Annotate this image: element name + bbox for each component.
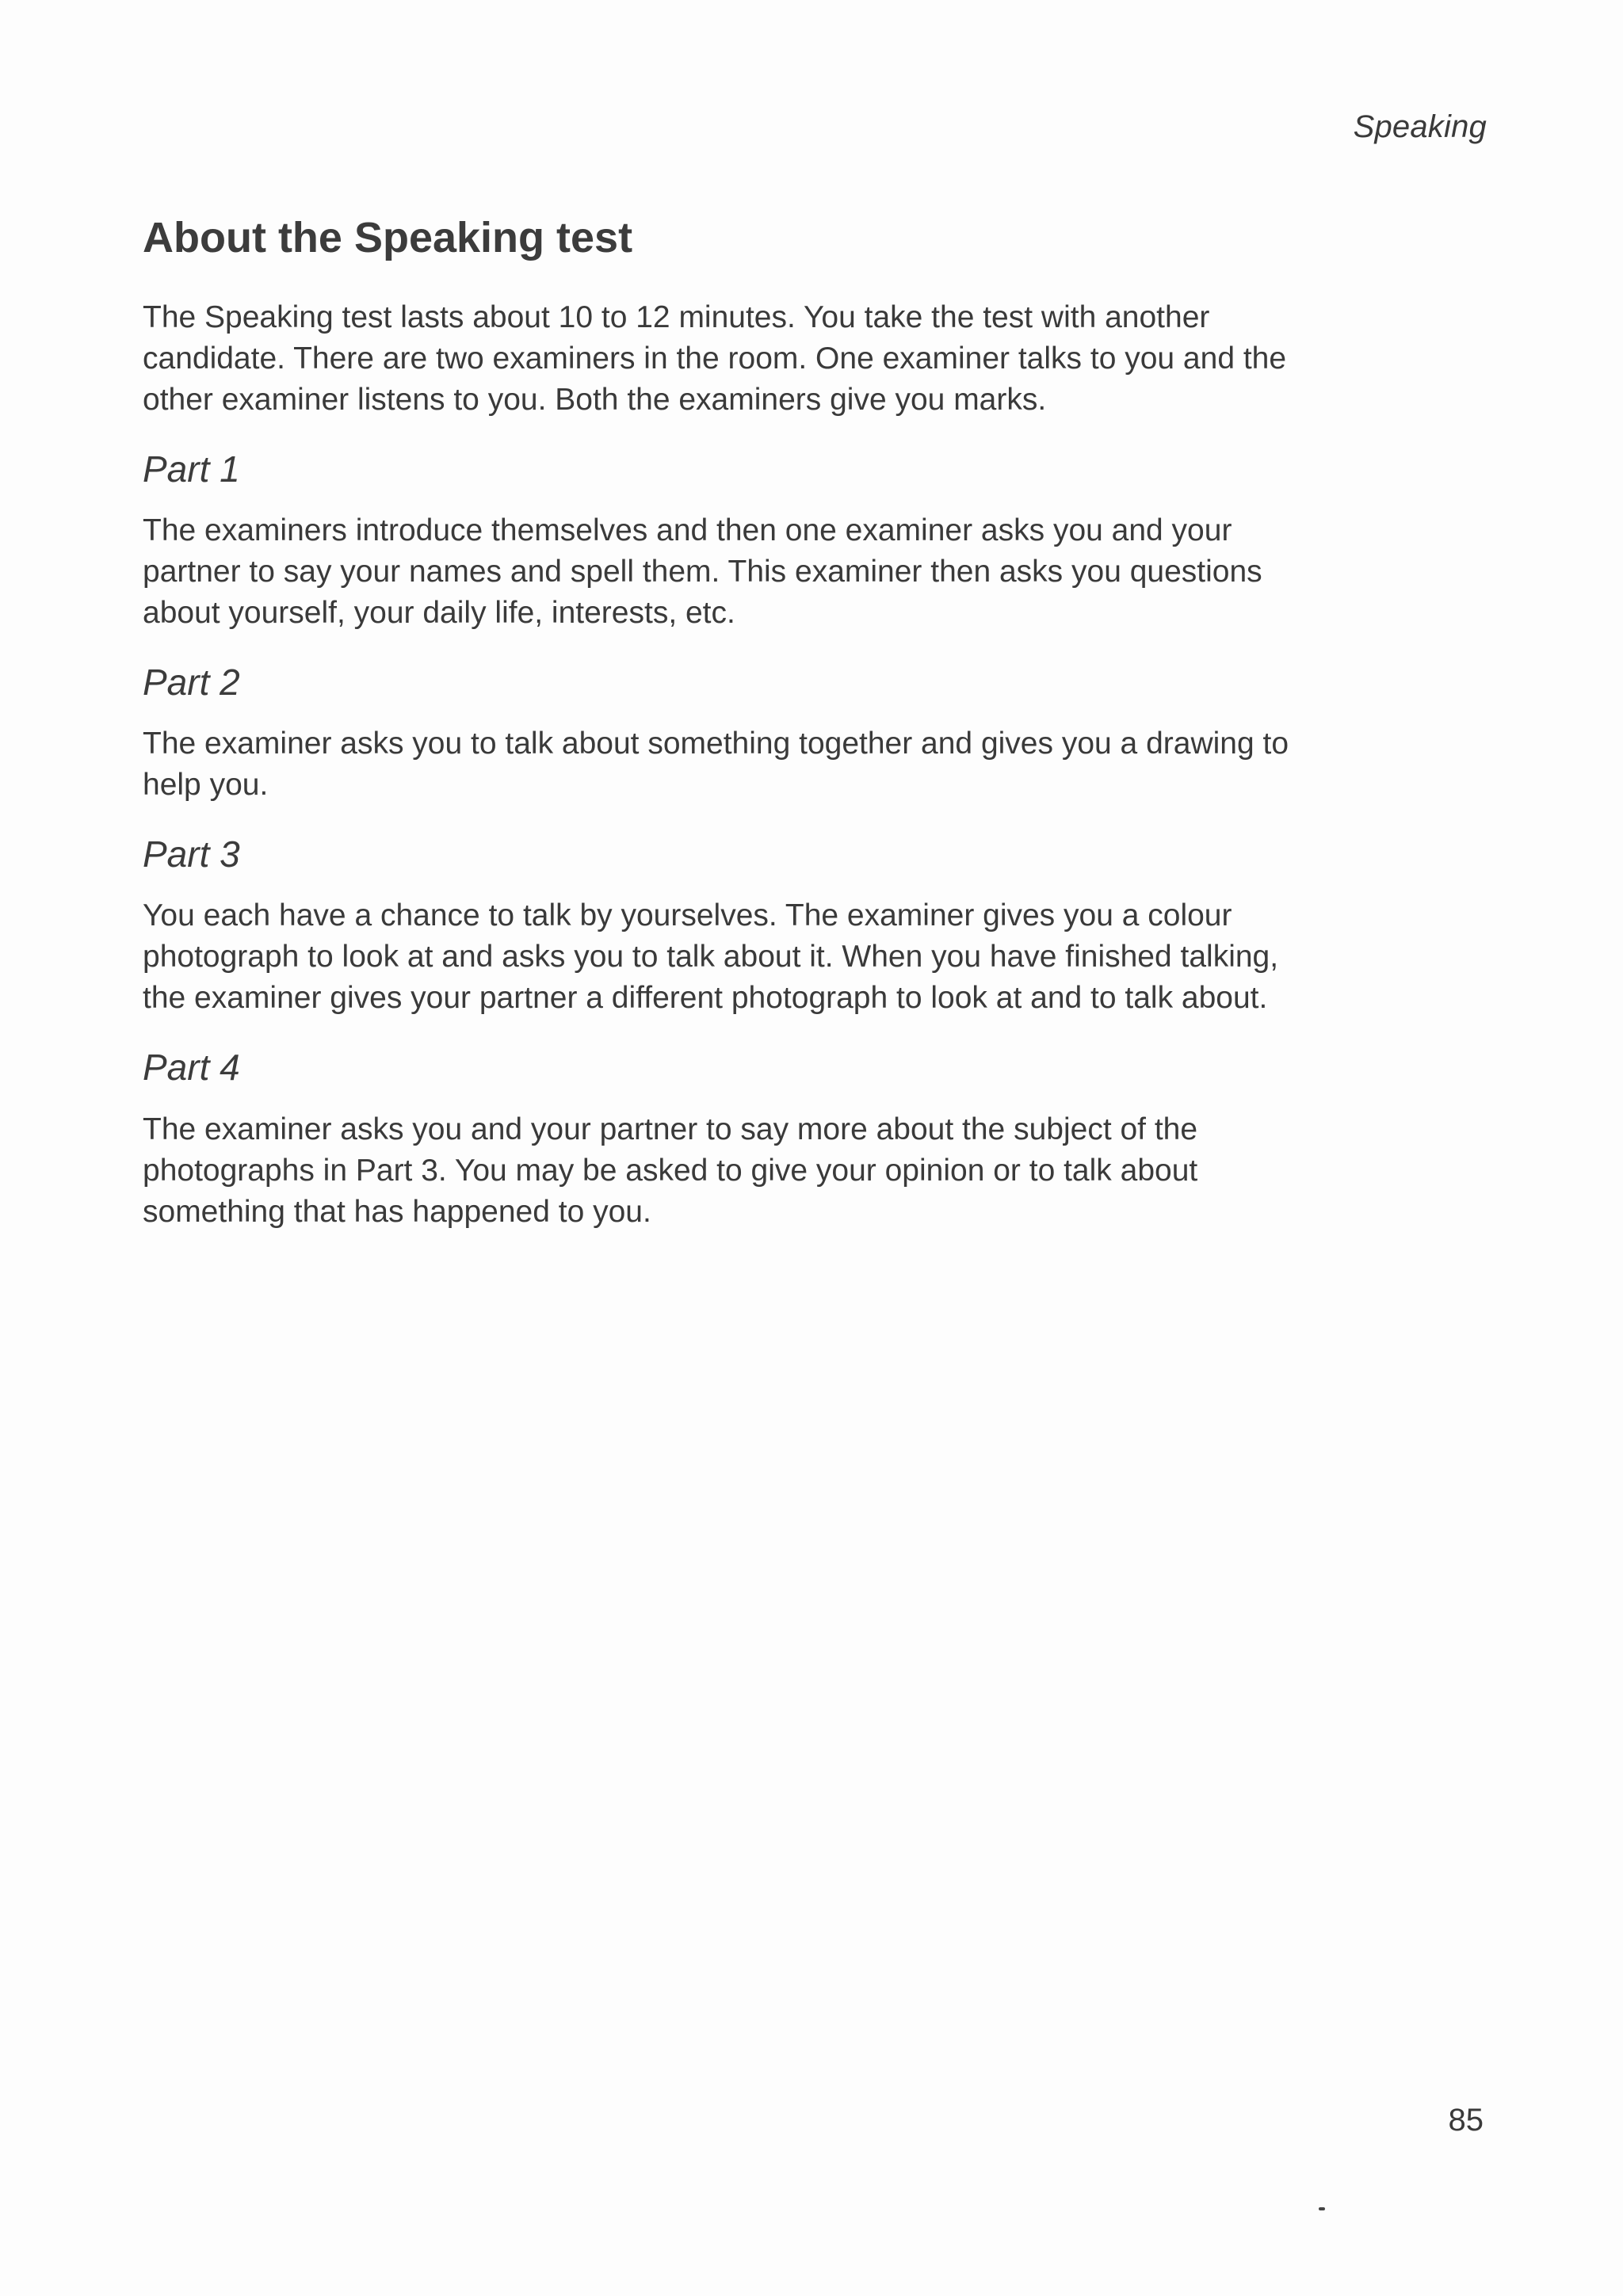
section-paragraph: You each have a chance to talk by yourselves. The examiner gives you a colour photograph to look at and asks you to talk about it. When you have finished talking, the examiner gives your partner a different photograph to look at and to talk about. (143, 898, 1279, 1016)
section-paragraph: The examiners introduce themselves and then one examiner asks you and your partner to say your names and spell them. This examiner then asks you questions about yourself, your daily life, interests, etc. (143, 513, 1262, 630)
section-paragraph: The examiner asks you and your partner to say more about the subject of the photographs in Part 3. You may be asked to give your opinion or to talk about something that has happened to you. (143, 1112, 1198, 1229)
section-part-1 (143, 448, 1316, 634)
section-heading: Part 3 (143, 833, 240, 875)
section-part-4 (143, 1046, 1316, 1232)
section-heading: Part 4 (143, 1047, 240, 1089)
section-paragraph: The examiner asks you to talk about something together and gives you a drawing to help you. (143, 727, 1289, 803)
main-content (143, 212, 1316, 1233)
intro-paragraph: The Speaking test lasts about 10 to 12 minutes. You take the test with another candidate. There are two examiners in the room. One examiner talks to you and the other examiner listens to you. Both the examiners give you marks. (143, 299, 1287, 417)
section-heading: Part 2 (143, 661, 240, 703)
running-head: Speaking (1353, 109, 1487, 144)
page-title: About the Speaking test (143, 214, 633, 261)
section-heading: Part 1 (143, 448, 240, 490)
section-part-3 (143, 833, 1316, 1019)
scan-speck (1319, 2207, 1325, 2210)
section-part-2 (143, 661, 1316, 806)
page-number: 85 (1448, 2103, 1484, 2138)
